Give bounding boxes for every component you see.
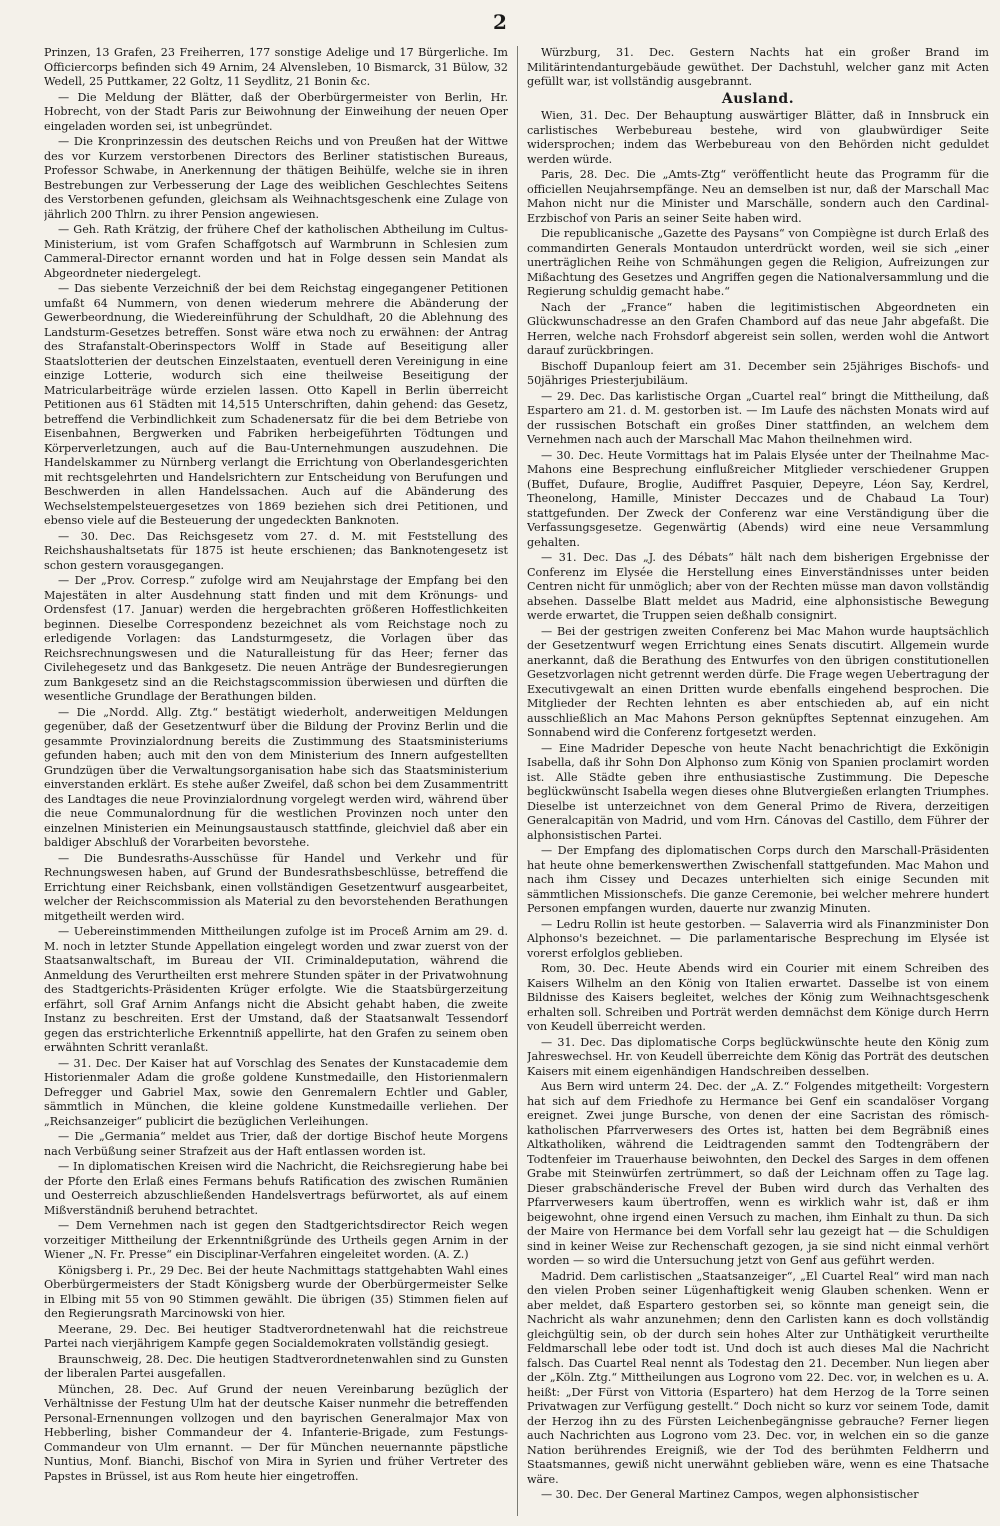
- article-paragraph: — Die „Nordd. Allg. Ztg.“ bestätigt wiederholt, anderweitigen Meldungen gegenüber, daß der Gesetzentwurf über die Bildung der Provinz Berlin und die gesammte Provinzialordnung bereits die Zustimmung des Staatsministeriums gefunden haben; auch mit den von dem Ministerium des Innern aufgestellten Grundzügen über die Verwaltungsorganisation habe sich das Staatsministerium einverstanden erklärt. Es stehe außer Zweifel, daß schon bei dem Zusammentritt des Landtages die neue Provinzialordnung vorgelegt werden wird, während über die neue Communalordnung für die westlichen Provinzen noch unter den einzelnen Ministerien ein Meinungsaustausch stattfinde, gleichviel daß aber ein baldiger Abschluß der Vorarbeiten bevorstehe.: [44, 705, 508, 849]
- article-paragraph: — Das siebente Verzeichniß der bei dem Reichstag eingegangener Petitionen umfaßt 64 Nummern, von denen wiederum mehrere die Abänderung der Gewerbeordnung, die Wiedereinführung der Schuldhaft, 20 die Ablehnung des Landsturm-Gesetzes betreffen. Sonst wäre etwa noch zu erwähnen: der Antrag des Strafanstalt-Oberinspectors Wolff in Stade auf Beseitigung aller Staatslotterien der deutschen Einzelstaaten, eventuell deren Vereinigung in eine einzige Lotterie, wodurch sich eine theilweise Beseitigung der Matricularbeiträge würde erzielen lassen. Otto Kapell in Berlin überreicht Petitionen aus 61 Städten mit 14,515 Unterschriften, dahin gehend: das Gesetz, betreffend die Verbindlichkeit zum Schadenersatz für die bei dem Betriebe von Eisenbahnen, Bergwerken und Fabriken herbeigeführten Tödtungen und Körperverletzungen, auch auf die Bau-Unternehmungen auszudehnen. Die Handelskammer zu Nürnberg verlangt die Errichtung von Oberlandesgerichten mit rechtsgelehrten und Handelsrichtern zur Entscheidung von Berufungen und Beschwerden in allen Handelssachen. Auch auf die Abänderung des Wechselstempelsteuergesetzes von 1869 beziehen sich drei Petitionen, und ebenso viele auf die Besteuerung der ungedeckten Banknoten.: [44, 282, 508, 527]
- article-paragraph: — 31. Dec. Der Kaiser hat auf Vorschlag des Senates der Kunstacademie dem Historienmaler Adam die große goldene Kunstmedaille, den Historienmalern Defregger und Gabriel Max, sowie den Genremalern Echtler und Gabler, sämmtlich in München, die kleine goldene Kunstmedaille verliehen. Der „Reichsanzeiger“ publicirt die bezüglichen Verleihungen.: [44, 1056, 508, 1128]
- article-paragraph: Madrid. Dem carlistischen „Staatsanzeiger“, „El Cuartel Real“ wird man nach den vielen Proben seiner Lügenhaftigkeit wenig Glauben schenken. Wenn er aber meldet, daß Espartero gestorben sei, so könnte man geneigt sein, die Nachricht als wahr anzunehmen; denn den Carlisten kann es doch vollständig gleichgültig sein, ob der durch sein hohes Alter zur Unthätigkeit verurtheilte Feldmarschall lebe oder todt ist. Und doch ist auch dieses Mal die Nachricht falsch. Das Cuartel Real nennt als Todestag den 21. December. Nun liegen aber der „Köln. Ztg.“ Mittheilungen aus Logrono vom 22. Dec. vor, in welchen es u. A. heißt: „Der Fürst von Vittoria (Espartero) hat dem Herzog de la Torre seinen Privatwagen zur Verfügung gestellt.“ Doch nicht so kurz vor seinem Tode, damit der Herzog ihn zu des Fürsten Leichenbegängnisse gebrauche? Ferner liegen auch Nachrichten aus Logrono vom 23. Dec. vor, in welchen ein so die ganze Nation berührendes Ereigniß, wie der Tod des berühmten Feldherrn und Staatsmannes, gewiß nicht unerwähnt geblieben wäre, wenn es eine Thatsache wäre.: [527, 1269, 989, 1486]
- article-paragraph: München, 28. Dec. Auf Grund der neuen Vereinbarung bezüglich der Verhältnisse der Festung Ulm hat der deutsche Kaiser nunmehr die betreffenden Personal-Ernennungen vollzogen und den bayrischen Generalmajor Max von Hebberling, bisher Commandeur der 4. Infanterie-Brigade, zum Festungs-Commandeur von Ulm ernannt. — Der für München neuernannte päpstliche Nuntius, Monf. Bianchi, Bischof von Mira in Syrien und früher Vertreter des Papstes in Brüssel, ist aus Rom heute hier eingetroffen.: [44, 1382, 508, 1483]
- article-paragraph: — Die Kronprinzessin des deutschen Reichs und von Preußen hat der Wittwe des vor Kurzem verstorbenen Directors des Berliner statistischen Bureaus, Professor Schwabe, in Anerkennung der thätigen Beihülfe, welche sie in ihren Bestrebungen zur Verbesserung der Lage des weiblichen Geschlechtes Seitens des Verstorbenen gefunden, gleichsam als Weihnachtsgeschenk eine Zulage von jährlich 200 Thlrn. zu ihrer Pension angewiesen.: [44, 135, 508, 221]
- article-paragraph: Königsberg i. Pr., 29 Dec. Bei der heute Nachmittags stattgehabten Wahl eines Oberbürgermeisters der Stadt Königsberg wurde der Oberbürgermeister Selke in Elbing mit 55 von 90 Stimmen gewählt. Die übrigen (35) Stimmen fielen auf den Regierungsrath Marcinowski von hier.: [44, 1263, 508, 1320]
- article-paragraph: — 30. Dec. Der General Martinez Campos, wegen alphonsistischer: [541, 1488, 919, 1501]
- article-paragraph: Die republicanische „Gazette des Paysans“ von Compiègne ist durch Erlaß des commandirten Generals Montaudon unterdrückt worden, weil sie sich „einer unerträglichen Reihe von Schmähungen gegen die Religion, Aufreizungen zur Mißachtung des Gesetzes und Angriffen gegen die Nationalversammlung und die Regierung schuldig gemacht habe.“: [527, 227, 989, 298]
- article-paragraph: Rom, 30. Dec. Heute Abends wird ein Courier mit einem Schreiben des Kaisers Wilhelm an den König von Italien erwartet. Dasselbe ist von einem Bildnisse des Kaisers begleitet, welches der König zum Weihnachtsgeschenk erhalten soll. Schreiben und Porträt werden demnächst dem Könige durch Herrn von Keudell überreicht werden.: [527, 962, 989, 1033]
- article-paragraph: Meerane, 29. Dec. Bei heutiger Stadtverordnetenwahl hat die reichstreue Partei nach vierjährigem Kampfe gegen Socialdemokraten vollständig gesiegt.: [44, 1322, 508, 1350]
- article-paragraph: — Eine Madrider Depesche von heute Nacht benachrichtigt die Exkönigin Isabella, daß ihr Sohn Don Alphonso zum König von Spanien proclamirt worden ist. Alle Städte geben ihre enthusiastische Zustimmung. Die Depesche beglückwünscht Isabella wegen dieses ohne Blutvergießen erlangten Triumphes. Dieselbe ist unterzeichnet von dem General Primo de Rivera, derzeitigen Generalcapitän von Madrid, und vom Hrn. Cánovas del Castillo, dem Führer der alphonsistischen Partei.: [527, 741, 989, 842]
- article-paragraph: — Die Meldung der Blätter, daß der Oberbürgermeister von Berlin, Hr. Hobrecht, von der Stadt Paris zur Beiwohnung der Einweihung der neuen Oper eingeladen worden sei, ist unbegründet.: [44, 90, 508, 133]
- right-column: [527, 46, 989, 1516]
- article-paragraph: Aus Bern wird unterm 24. Dec. der „A. Z.“ Folgendes mitgetheilt: Vorgestern hat sich auf dem Friedhofe zu Hermance bei Genf ein scandalöser Vorgang ereignet. Zwei junge Bursche, von denen der eine Sacristan des römisch-katholischen Pfarrverwesers des Ortes ist, hatten bei dem Begräbniß eines Altkatholiken, während die Leidtragenden sammt den Todtengräbern der Todtenfeier im Trauerhause beiwohnten, den Deckel des Sarges in dem offenen Grabe mit Steinwürfen zertrümmert, so daß der Leichnam offen zu Tage lag. Dieser grabschänderische Frevel der Buben wird durch das Verhalten des Pfarrverwesers kaum übertroffen, wenn es wirklich wahr ist, daß er ihm beigewohnt, ohne irgend einen Versuch zu machen, ihm Einhalt zu thun. Da sich der Maire von Hermance bei dem Vorfall sehr lau gezeigt hat — die Schuldigen sind in keiner Weise zur Rechenschaft gezogen, ja sie sind nicht einmal verhört worden — so wird die Untersuchung jetzt von Genf aus geführt werden.: [527, 1080, 989, 1267]
- right-column-intro: [527, 46, 989, 90]
- article-paragraph: — Ledru Rollin ist heute gestorben. — Salaverria wird als Finanzminister Don Alphonso's bezeichnet. — Die parlamentarische Besprechung im Elysée ist vorerst erfolglos geblieben.: [527, 917, 989, 960]
- left-column: [44, 46, 508, 1516]
- article-paragraph: Würzburg, 31. Dec. Gestern Nachts hat ein großer Brand im Militärintendanturgebäude gewüthet. Der Dachstuhl, welcher ganz mit Acten gefüllt war, ist vollständig ausgebrannt.: [527, 46, 989, 88]
- article-paragraph: — Der Empfang des diplomatischen Corps durch den Marschall-Präsidenten hat heute ohne bemerkenswerthen Zwischenfall stattgefunden. Mac Mahon und nach ihm Cissey und Decazes unterhielten sich einige Secunden mit sämmtlichen Missionschefs. Die ganze Ceremonie, bei welcher mehrere hundert Personen empfangen wurden, dauerte nur zwanzig Minuten.: [527, 844, 989, 915]
- article-paragraph: — 31. Dec. Das diplomatische Corps beglückwünschte heute den König zum Jahreswechsel. Hr. von Keudell überreichte dem König das Porträt des deutschen Kaisers mit einem eigenhändigen Handschreiben desselben.: [527, 1035, 989, 1078]
- article-paragraph: — Dem Vernehmen nach ist gegen den Stadtgerichtsdirector Reich wegen vorzeitiger Mittheilung der Erkenntnißgründe des Urtheils gegen Arnim in der Wiener „N. Fr. Presse“ ein Disciplinar-Verfahren eingeleitet worden. (A. Z.): [44, 1219, 508, 1261]
- article-paragraph: — 29. Dec. Das karlistische Organ „Cuartel real“ bringt die Mittheilung, daß Espartero am 21. d. M. gestorben ist. — Im Laufe des nächsten Monats wird auf der russischen Botschaft ein großes Diner stattfinden, an welchem dem Vernehmen nach auch der Marschall Mac Mahon theilnehmen wird.: [527, 389, 989, 446]
- article-paragraph: — Bei der gestrigen zweiten Conferenz bei Mac Mahon wurde hauptsächlich der Gesetzentwurf wegen Errichtung eines Senats discutirt. Allgemein wurde anerkannt, daß die Berathung des Entwurfes von den übrigen constitutionellen Gesetzvorlagen nicht getrennt werden dürfe. Die Frage wegen Uebertragung der Executivgewalt an einen Dritten wurde ebenfalls eingehend besprochen. Die Mitglieder der Rechten lehnten es aber entschieden ab, auf ein nicht ausschließlich an Mac Mahons Person geknüpftes Septennat einzugehen. Am Sonnabend wird die Conferenz fortgesetzt werden.: [527, 624, 989, 739]
- article-paragraph: — Geh. Rath Krätzig, der frühere Chef der katholischen Abtheilung im Cultus-Ministerium, ist vom Grafen Schaffgotsch auf Warmbrunn in Schlesien zum Cammeral-Director ernannt worden und hat in Folge dessen sein Mandat als Abgeordneter niedergelegt.: [44, 223, 508, 280]
- article-paragraph: — Die „Germania“ meldet aus Trier, daß der dortige Bischof heute Morgens nach Verbüßung seiner Strafzeit aus der Haft entlassen worden ist.: [44, 1130, 508, 1158]
- article-paragraph: — 30. Dec. Heute Vormittags hat im Palais Elysée unter der Theilnahme Mac-Mahons eine Besprechung einflußreicher Mitglieder verschiedener Gruppen (Buffet, Dufaure, Broglie, Audiffret Pasquier, Depeyre, Léon Say, Kerdrel, Theonelong, Hamille, Minister Deccazes und de Chabaud La Tour) stattgefunden. Der Zweck der Conferenz war eine Verständigung über die Verfassungsgesetze. Gegenwärtig (Abends) wird eine neue Versammlung gehalten.: [527, 448, 989, 549]
- section-heading-ausland: Ausland.: [721, 90, 795, 107]
- article-paragraph: — Uebereinstimmenden Mittheilungen zufolge ist im Proceß Arnim am 29. d. M. noch in letzter Stunde Appellation eingelegt worden und zwar zuerst von der Staatsanwaltschaft, im Bureau der VII. Criminaldeputation, während die Anmeldung des Verurtheilten erst mehrere Stunden später in der Privatwohnung des Stadtgerichts-Präsidenten Krüger erfolgte. Wie die Staatsbürgerzeitung erfährt, soll Graf Arnim Anfangs nicht die Absicht gehabt haben, die zweite Instanz zu beschreiten. Erst der Umstand, daß der Staatsanwalt Tessendorf gegen das erstrichterliche Erkenntniß appellirte, hat den Grafen zu seinem oben erwähnten Schritt veranlaßt.: [44, 925, 508, 1054]
- article-paragraph: — Die Bundesraths-Ausschüsse für Handel und Verkehr und für Rechnungswesen haben, auf Grund der Bundesrathsbeschlüsse, betreffend die Errichtung einer Reichsbank, einen vollständigen Gesetzentwurf ausgearbeitet, welcher der Reichscommission als Material zu den bevorstehenden Berathungen mitgetheilt werden wird.: [44, 851, 508, 923]
- article-paragraph: Braunschweig, 28. Dec. Die heutigen Stadtverordnetenwahlen sind zu Gunsten der liberalen Partei ausgefallen.: [44, 1352, 508, 1380]
- article-paragraph: Prinzen, 13 Grafen, 23 Freiherren, 177 sonstige Adelige und 17 Bürgerliche. Im Officiercorps befinden sich 49 Arnim, 24 Alvensleben, 10 Bismarck, 31 Bülow, 32 Wedell, 25 Puttkamer, 22 Goltz, 11 Seydlitz, 21 Bonin &c.: [44, 46, 508, 88]
- article-paragraph: Bischoff Dupanloup feiert am 31. December sein 25jähriges Bischofs- und 50jähriges Priesterjubiläum.: [527, 359, 989, 387]
- article-paragraph: Paris, 28. Dec. Die „Amts-Ztg“ veröffentlicht heute das Programm für die officiellen Neujahrsempfänge. Neu an demselben ist nur, daß der Marschall Mac Mahon nicht nur die Minister und Marschälle, sondern auch den Cardinal-Erzbischof von Paris an seiner Seite haben wird.: [527, 168, 989, 225]
- article-paragraph: — 30. Dec. Das Reichsgesetz vom 27. d. M. mit Feststellung des Reichshaushaltsetats für 1875 ist heute erschienen; das Banknotengesetz ist schon gestern vorausgegangen.: [44, 529, 508, 572]
- article-paragraph: Nach der „France“ haben die legitimistischen Abgeordneten ein Glückwunschadresse an den Grafen Chambord auf das neue Jahr abgefaßt. Die Herren, welche nach Frohsdorf abgereist sein sollen, werden wohl die Antwort darauf zurückbringen.: [527, 300, 989, 357]
- article-paragraph: — Der „Prov. Corresp.“ zufolge wird am Neujahrstage der Empfang bei den Majestäten in alter Ausdehnung statt finden und mit dem Krönungs- und Ordensfest (17. Januar) werden die hergebrachten größeren Hoffestlichkeiten beginnen. Dieselbe Correspondenz bezeichnet als vom Reichstage noch zu erledigende Vorlagen: das Landsturmgesetz, die Vorlagen über das Reichsrechnungswesen und die Naturalleistung für das Heer; ferner das Civilehegesetz und das Bankgesetz. Die neuen Anträge der Bundesregierungen zum Bankgesetz sind an die Reichstagscommission überwiesen und dürften die wesentliche Grundlage der Berathungen bilden.: [44, 574, 508, 703]
- article-paragraph: Wien, 31. Dec. Der Behauptung auswärtiger Blätter, daß in Innsbruck ein carlistisches Werbebureau bestehe, wird von glaubwürdiger Seite widersprochen; indem das Werbebureau von den Behörden nicht geduldet werden würde.: [527, 109, 989, 166]
- article-paragraph: — In diplomatischen Kreisen wird die Nachricht, die Reichsregierung habe bei der Pforte den Erlaß eines Fermans behufs Ratification des zwischen Rumänien und Oesterreich abzuschließenden Handelsvertrags befürwortet, als auf einem Mißverständniß beruhend betrachtet.: [44, 1160, 508, 1217]
- column-divider: [517, 46, 518, 1516]
- page-number: 2: [493, 10, 507, 34]
- article-paragraph: — 31. Dec. Das „J. des Débats“ hält nach dem bisherigen Ergebnisse der Conferenz im Elysée die Herstellung eines Einverständnisses unter beiden Centren nicht für unmöglich; aber von der Rechten müsse man davon vollständig absehen. Dasselbe Blatt meldet aus Madrid, eine alphonsistische Bewegung werde erwartet, die Truppen seien deßhalb consignirt.: [527, 551, 989, 622]
- right-column-body: [527, 109, 989, 1503]
